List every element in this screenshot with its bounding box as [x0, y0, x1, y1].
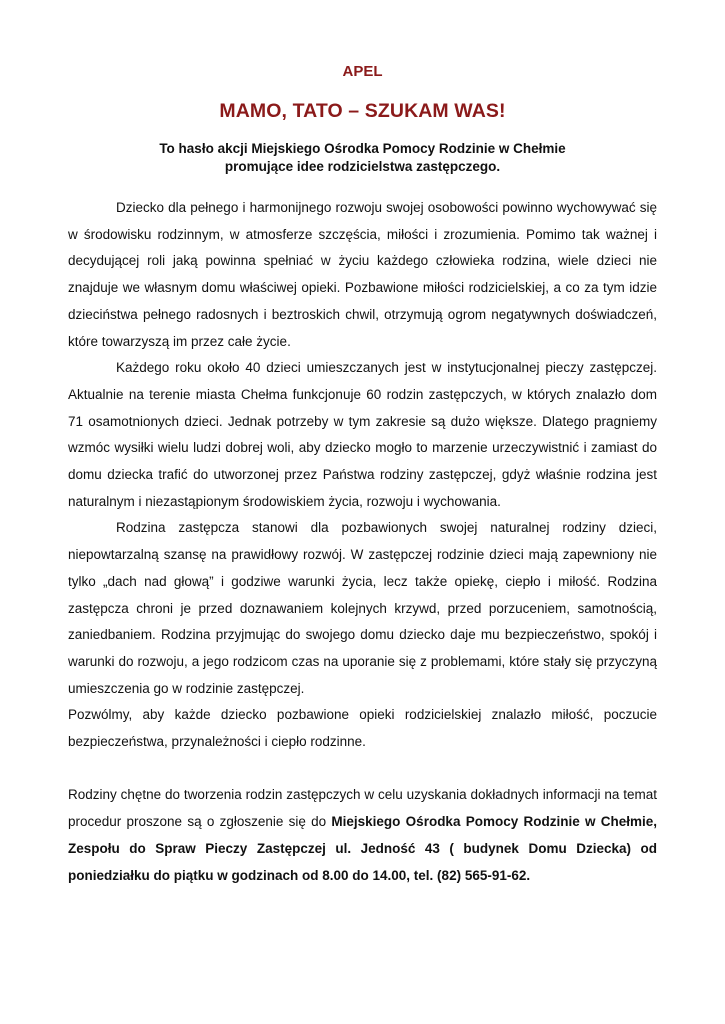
contact-details: Miejskiego Ośrodka Pomocy Rodzinie w Chełmie, Zespołu do Spraw Pieczy Zastępczej ul. Jedność 43 ( budynek Domu Dziecka) od poniedziałku do piątku w godzinach od 8.00 do 14.00, tel. (82) 565-91-62.	[68, 814, 657, 883]
paragraph-4: Pozwólmy, aby każde dziecko pozbawione opieki rodzicielskiej znalazło miłość, poczucie bezpieczeństwa, przynależności i ciepło rodzinne.	[68, 707, 657, 750]
paragraph-2: Każdego roku około 40 dzieci umieszczanych jest w instytucjonalnej pieczy zastępczej. Aktualnie na terenie miasta Chełma funkcjonuje 60 rodzin zastępczych, w których znalazło dom 71 osamotnionych dzieci. Jednak potrzeby w tym zakresie są dużo większe. Dlatego pragniemy wzmóc wysiłki wielu ludzi dobrej woli, aby dziecko mogło to marzenie urzeczywistnić i zamiast do domu dziecka trafić do utworzonej przez Państwa rodziny zastępczej, gdyż właśnie rodzina jest naturalnym i niezastąpionym środowiskiem życia, rozwoju i wychowania.	[68, 360, 657, 509]
kicker-heading: APEL	[342, 63, 383, 80]
article-body	[68, 195, 657, 889]
subtitle-line-1: To hasło akcji Miejskiego Ośrodka Pomocy Rodzinie w Chełmie	[159, 141, 566, 156]
subtitle	[68, 140, 657, 176]
subtitle-line-2: promujące idee rodzicielstwa zastępczego.	[224, 159, 501, 174]
contact-paragraph	[68, 782, 657, 889]
document-page	[68, 62, 657, 889]
paragraph-3: Rodzina zastępcza stanowi dla pozbawionych swojej naturalnej rodziny dzieci, niepowtarzalną szansę na prawidłowy rozwój. W zastępczej rodzinie dzieci mają zapewniony nie tylko „dach nad głową” i godziwe warunki życia, lecz także opiekę, ciepło i miłość. Rodzina zastępcza chroni je przed doznawaniem kolejnych krzywd, przed porzuceniem, samotnością, zaniedbaniem. Rodzina przyjmując do swojego domu dziecko daje mu bezpieczeństwo, spokój i warunki do rozwoju, a jego rodzicom czas na uporanie się z problemami, które stały się przyczyną umieszczenia go w rodzinie zastępczej.	[68, 520, 657, 696]
page-title: MAMO, TATO – SZUKAM WAS!	[219, 100, 506, 122]
contact-intro: Rodziny chętne do tworzenia rodzin zastępczych w celu uzyskania dokładnych informacji na temat procedur proszone są o zgłoszenie się do	[68, 787, 657, 830]
paragraph-1: Dziecko dla pełnego i harmonijnego rozwoju swojej osobowości powinno wychowywać się w środowisku rodzinnym, w atmosferze szczęścia, miłości i zrozumienia. Pomimo tak ważnej i decydującej roli jaką powinna spełniać w życiu każdego człowieka rodzina, wiele dzieci nie znajduje we własnym domu właściwej opieki. Pozbawione miłości rodzicielskiej, a co za tym idzie dzieciństwa pełnego radosnych i beztroskich chwil, otrzymują ogrom negatywnych doświadczeń, które towarzyszą im przez całe życie.	[68, 200, 657, 349]
